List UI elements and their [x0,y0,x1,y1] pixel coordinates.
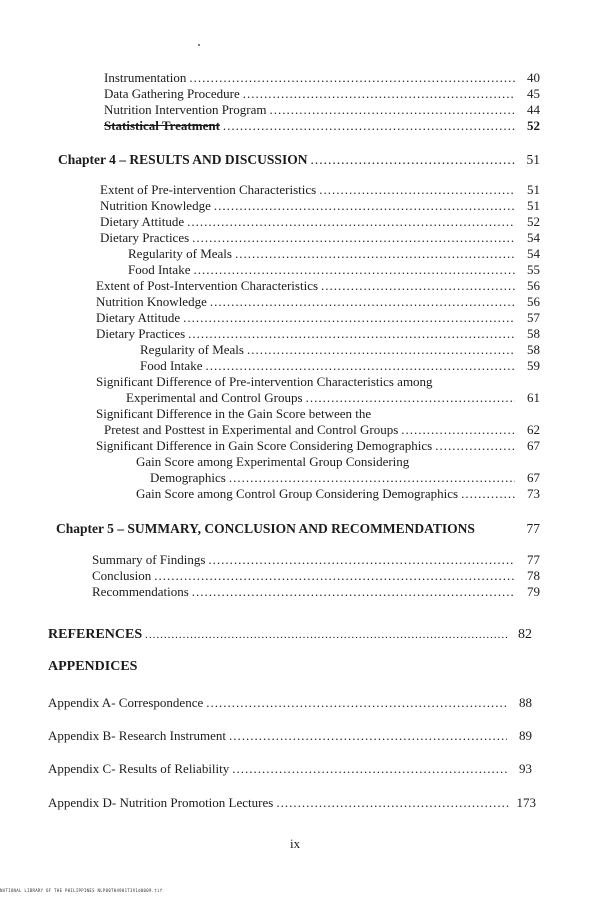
toc-entry-label: Experimental and Control Groups [126,390,303,405]
toc-entry-page: 55 [527,262,540,277]
toc-leader [187,214,515,230]
toc-entry-page: 78 [527,568,540,583]
toc-leader [321,278,515,294]
toc-entry-label: Statistical Treatment [104,118,220,133]
toc-leader [205,358,515,374]
toc-entry-page: 58 [527,326,540,341]
toc-entry [48,728,532,744]
toc-entry-label: Appendix B- Research Instrument [48,728,226,743]
toc-entry [140,342,540,358]
toc-entry-label: Regularity of Meals [140,342,244,357]
toc-entry-label: Data Gathering Procedure [104,86,240,101]
toc-leader [461,486,515,502]
toc-entry [104,118,540,134]
toc-entry-page: 45 [527,86,540,101]
toc-entry-page: 77 [527,552,540,567]
toc-entry-label: Conclusion [92,568,152,583]
toc-entry-label: Dietary Attitude [96,310,181,325]
toc-entry-label: Appendix C- Results of Reliability [48,761,230,776]
toc-leader [306,390,515,406]
toc-entry-page: 62 [527,422,540,437]
toc-entry-page: 89 [519,728,532,743]
toc-entry-label: Appendix D- Nutrition Promotion Lectures [48,795,274,810]
toc-leader [235,246,515,262]
toc-entry-label: Food Intake [128,262,191,277]
toc-entry [92,584,540,600]
toc-entry [104,86,540,102]
toc-entry-label: Significant Difference in the Gain Score between the [96,406,372,421]
toc-entry-label: Summary of Findings [92,552,206,567]
toc-leader [154,568,515,584]
toc-entry-label: Demographics [150,470,226,485]
toc-entry [100,230,540,246]
toc-leader [276,795,511,811]
toc-leader [206,695,507,711]
toc-entry-label: Dietary Practices [100,230,190,245]
toc-entry-label: Significant Difference in Gain Score Considering Demographics [96,438,433,453]
toc-leader [232,761,507,777]
toc-entry-page: 67 [527,470,540,485]
toc-entry-label: Nutrition Intervention Program [104,102,267,117]
toc-entry [96,278,540,294]
toc-entry-page: 93 [519,761,532,776]
toc-entry-label: Regularity of Meals [128,246,232,261]
toc-entry-page: 54 [527,230,540,245]
toc-entry [100,182,540,198]
toc-leader [229,470,515,486]
toc-section-label: REFERENCES [48,627,143,642]
toc-entry-page: 88 [519,695,532,710]
toc-entry [136,486,540,502]
toc-entry-label: Gain Score among Experimental Group Considering [136,454,410,469]
toc-entry [48,761,532,777]
toc-entry [150,470,540,486]
toc-entry-label: Recommendations [92,584,189,599]
toc-entry [96,374,540,390]
toc-leader [192,230,515,246]
toc-entry [126,390,540,406]
toc-chapter-label: Chapter 5 – SUMMARY, CONCLUSION AND RECOMMENDATIONS [56,521,475,536]
toc-entry-label: Extent of Pre-intervention Characteristics [100,182,317,197]
toc-entry-page: 52 [527,118,540,133]
toc-entry-page: 51 [527,182,540,197]
toc-entry-label: Gain Score among Control Group Considering Demographics [136,486,459,501]
toc-entry [100,198,540,214]
toc-chapter-5 [56,521,540,537]
toc-entry [96,310,540,326]
toc-entry [104,422,540,438]
toc-entry-label: Nutrition Knowledge [96,294,207,309]
toc-entry [96,406,540,422]
toc-chapter-label: Chapter 4 – RESULTS AND DISCUSSION [58,152,308,167]
toc-entry [48,695,532,711]
toc-entry-label: Nutrition Knowledge [100,198,211,213]
toc-entry-page: 61 [527,390,540,405]
toc-leader [223,118,515,134]
toc-entry [96,438,540,454]
toc-entry [92,552,540,568]
toc-entry [104,70,540,86]
scan-speck [198,44,200,46]
toc-entry-page: 57 [527,310,540,325]
toc-entry [92,568,540,584]
toc-leader [269,102,515,118]
toc-entry-page: 51 [527,198,540,213]
toc-entry [96,294,540,310]
toc-leader [319,182,515,198]
toc-entry-page: 44 [527,102,540,117]
toc-entry-page: 73 [527,486,540,501]
toc-leader [189,70,515,86]
toc-entry [128,262,540,278]
toc-entry-page: 77 [526,521,540,536]
toc-leader [193,262,515,278]
toc-leader [208,552,515,568]
toc-leader [183,310,515,326]
toc-leader [310,152,515,168]
toc-entry-page: 59 [527,358,540,373]
toc-references [48,627,532,643]
toc-leader [229,728,507,744]
toc-entry-label: Dietary Practices [96,326,186,341]
toc-section-label: APPENDICES [48,659,138,674]
toc-entry [136,454,540,470]
toc-leader [247,342,515,358]
toc-entry-page: 58 [527,342,540,357]
toc-leader [401,422,515,438]
scan-footer: NATIONAL LIBRARY OF THE PHILIPPINES NLP00TH4901T3V1d0009.tif [0,888,163,893]
toc-entry-label: Extent of Post-Intervention Characteristics [96,278,319,293]
toc-entry-label: Food Intake [140,358,203,373]
toc-leader [214,198,515,214]
toc-entry-label: Dietary Attitude [100,214,185,229]
toc-entry [128,246,540,262]
toc-entry-page: 52 [527,214,540,229]
toc-entry-page: 56 [527,278,540,293]
toc-entry [96,326,540,342]
toc-leader [210,294,515,310]
toc-entry [48,795,536,811]
toc-entry [100,214,540,230]
toc-entry-page: 67 [527,438,540,453]
toc-entry-page: 54 [527,246,540,261]
toc-entry-page: 173 [516,795,536,810]
toc-entry-label: Instrumentation [104,70,187,85]
toc-leader [188,326,515,342]
toc-entry [104,102,540,118]
toc-entry-page: 79 [527,584,540,599]
toc-entry-page: 56 [527,294,540,309]
toc-leader [435,438,515,454]
toc-leader [145,627,507,643]
toc-leader [192,584,515,600]
toc-entry [140,358,540,374]
toc-entry-page: 51 [526,152,540,167]
toc-leader [243,86,515,102]
toc-entry-label: Significant Difference of Pre-intervention Characteristics among [96,374,433,389]
toc-chapter-4 [58,152,540,168]
toc-entry-page: 82 [518,627,532,642]
page-number: ix [290,836,301,851]
toc-entry-label: Appendix A- Correspondence [48,695,204,710]
toc-entry-label: Pretest and Posttest in Experimental and Control Groups [104,422,399,437]
toc-entry-page: 40 [527,70,540,85]
toc-appendices [48,659,532,675]
